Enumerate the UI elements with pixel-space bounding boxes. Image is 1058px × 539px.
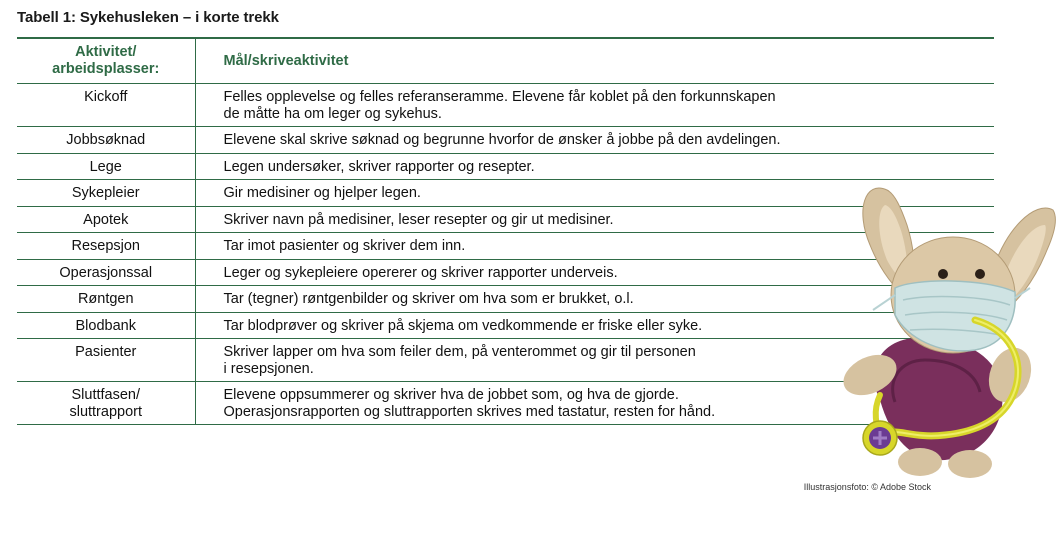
description-cell: Legen undersøker, skriver rapporter og resepter. [195,153,994,180]
description-cell: Tar blodprøver og skriver på skjema om vedkommende er friske eller syke. [195,312,994,339]
description-cell: Leger og sykepleiere opererer og skriver rapporter underveis. [195,259,994,286]
bunny-toy-photo [825,170,1058,500]
activity-cell: Resepsjon [17,233,195,260]
header-goal: Mål/skriveaktivitet [195,39,994,84]
activity-cell: Sykepleier [17,180,195,207]
description-cell: Tar imot pasienter og skriver dem inn. [195,233,994,260]
description-cell: Elevene skal skrive søknad og begrunne hvorfor de ønsker å jobbe på den avdelingen. [195,127,994,154]
activity-cell: Lege [17,153,195,180]
activity-cell: Røntgen [17,286,195,313]
description-cell: Gir medisiner og hjelper legen. [195,180,994,207]
description-cell: Elevene oppsummerer og skriver hva de jobbet som, og hva de gjorde. Operasjonsrapporten og sluttrapporten skrives med tastatur, resten for hånd. [195,382,994,425]
activity-cell: Apotek [17,206,195,233]
header-activity: Aktivitet/ arbeidsplasser: [17,39,195,84]
table-row [17,84,994,127]
description-cell: Tar (tegner) røntgenbilder og skriver om hva som er brukket, o.l. [195,286,994,313]
header-row [17,39,994,84]
table-title: Tabell 1: Sykehusleken – i korte trekk [17,9,279,26]
description-cell: Skriver lapper om hva som feiler dem, på venterommet og gir til personen i resepsjonen. [195,339,994,382]
activity-cell: Sluttfasen/ sluttrapport [17,382,195,425]
activity-cell: Kickoff [17,84,195,127]
activity-cell: Pasienter [17,339,195,382]
activity-cell: Jobbsøknad [17,127,195,154]
description-cell: Felles opplevelse og felles referanseramme. Elevene får koblet på den forkunnskapen de måtte ha om leger og sykehus. [195,84,994,127]
activity-cell: Blodbank [17,312,195,339]
activity-cell: Operasjonssal [17,259,195,286]
table-row [17,127,994,154]
description-cell: Skriver navn på medisiner, leser resepter og gir ut medisiner. [195,206,994,233]
photo-credit: Illustrasjonsfoto: © Adobe Stock [803,482,931,492]
